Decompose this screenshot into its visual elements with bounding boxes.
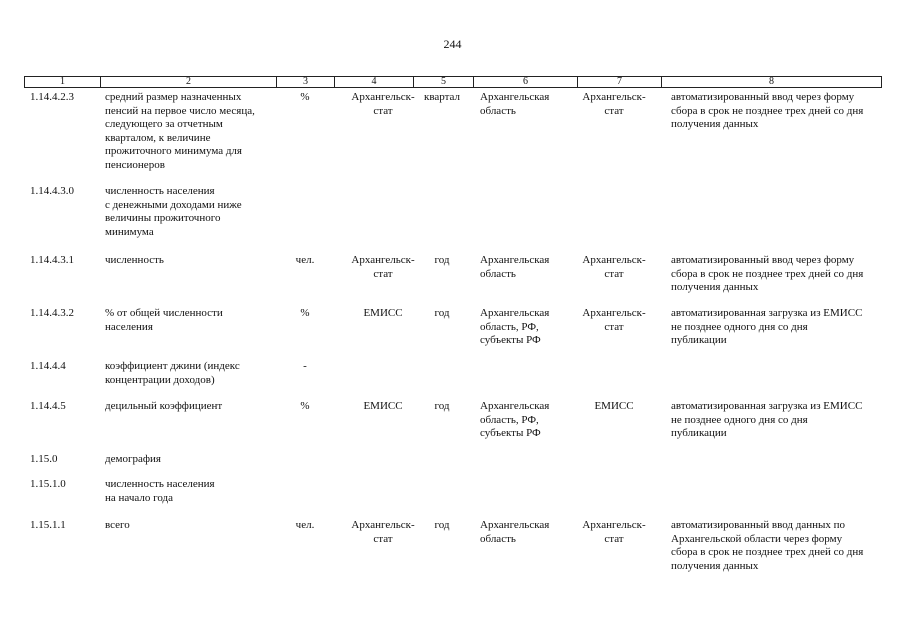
row-provider: ЕМИСС	[594, 400, 634, 412]
row-period: год	[434, 307, 450, 319]
row-provider: Архангельск- стат	[582, 254, 646, 280]
row-indicator-name: децильный коэффициент	[105, 400, 223, 412]
row-indicator-name: численность населения на начало года	[105, 478, 215, 504]
table-header	[24, 76, 882, 88]
row-unit: %	[300, 307, 310, 319]
row-method: автоматизированный ввод через форму сбора в срок не позднее трех дней со дня получения данных	[671, 254, 864, 293]
row-indicator-name: % от общей численности населения	[105, 307, 223, 333]
row-indicator-name: демография	[105, 453, 161, 465]
row-level: Архангельская область	[480, 91, 550, 117]
row-level: Архангельская область, РФ, субъекты РФ	[480, 400, 550, 439]
column-number-4: 4	[335, 77, 414, 87]
row-code: 1.14.4.4	[30, 360, 66, 372]
row-method: автоматизированная загрузка из ЕМИСС не позднее одного дня со дня публикации	[671, 307, 863, 346]
row-source: Архангельск- стат	[351, 91, 415, 117]
row-source: ЕМИСС	[363, 400, 403, 412]
row-method: автоматизированная загрузка из ЕМИСС не позднее одного дня со дня публикации	[671, 400, 863, 439]
row-level: Архангельская область	[480, 519, 550, 545]
row-level: Архангельская область, РФ, субъекты РФ	[480, 307, 550, 346]
row-code: 1.14.4.3.1	[30, 254, 74, 266]
row-level: Архангельская область	[480, 254, 550, 280]
row-period: год	[434, 519, 450, 531]
row-code: 1.15.1.0	[30, 478, 66, 490]
row-period: квартал	[423, 91, 461, 103]
row-source: ЕМИСС	[363, 307, 403, 319]
row-indicator-name: всего	[105, 519, 130, 531]
column-number-5: 5	[414, 77, 474, 87]
row-code: 1.15.1.1	[30, 519, 66, 531]
column-number-7: 7	[578, 77, 662, 87]
row-provider: Архангельск- стат	[582, 519, 646, 545]
row-period: год	[434, 254, 450, 266]
column-number-3: 3	[277, 77, 335, 87]
column-number-1: 1	[25, 77, 101, 87]
page-number: 244	[443, 37, 462, 51]
row-unit: %	[300, 91, 310, 103]
row-method: автоматизированный ввод данных по Архангельской области через форму сбора в срок не позднее трех дней со дня получения данных	[671, 519, 864, 572]
row-code: 1.14.4.3.0	[30, 185, 74, 197]
row-unit: -	[303, 360, 307, 372]
row-indicator-name: численность	[105, 254, 164, 266]
row-code: 1.15.0	[30, 453, 58, 465]
row-code: 1.14.4.2.3	[30, 91, 74, 103]
row-unit: чел.	[295, 254, 315, 266]
row-code: 1.14.4.3.2	[30, 307, 74, 319]
row-indicator-name: численность населения с денежными доходами ниже величины прожиточного минимума	[105, 185, 242, 238]
row-unit: %	[300, 400, 310, 412]
row-source: Архангельск- стат	[351, 254, 415, 280]
row-period: год	[434, 400, 450, 412]
row-method: автоматизированный ввод через форму сбора в срок не позднее трех дней со дня получения данных	[671, 91, 864, 130]
row-provider: Архангельск- стат	[582, 307, 646, 333]
column-number-2: 2	[101, 77, 277, 87]
row-indicator-name: средний размер назначенных пенсий на первое число месяца, следующего за отчетным кварталом, к величине прожиточного минимума для пенсионеров	[105, 91, 255, 171]
row-code: 1.14.4.5	[30, 400, 66, 412]
row-unit: чел.	[295, 519, 315, 531]
column-number-8: 8	[769, 76, 774, 87]
column-number-6: 6	[474, 77, 578, 87]
row-indicator-name: коэффициент джини (индекс концентрации доходов)	[105, 360, 240, 386]
row-source: Архангельск- стат	[351, 519, 415, 545]
row-provider: Архангельск- стат	[582, 91, 646, 117]
